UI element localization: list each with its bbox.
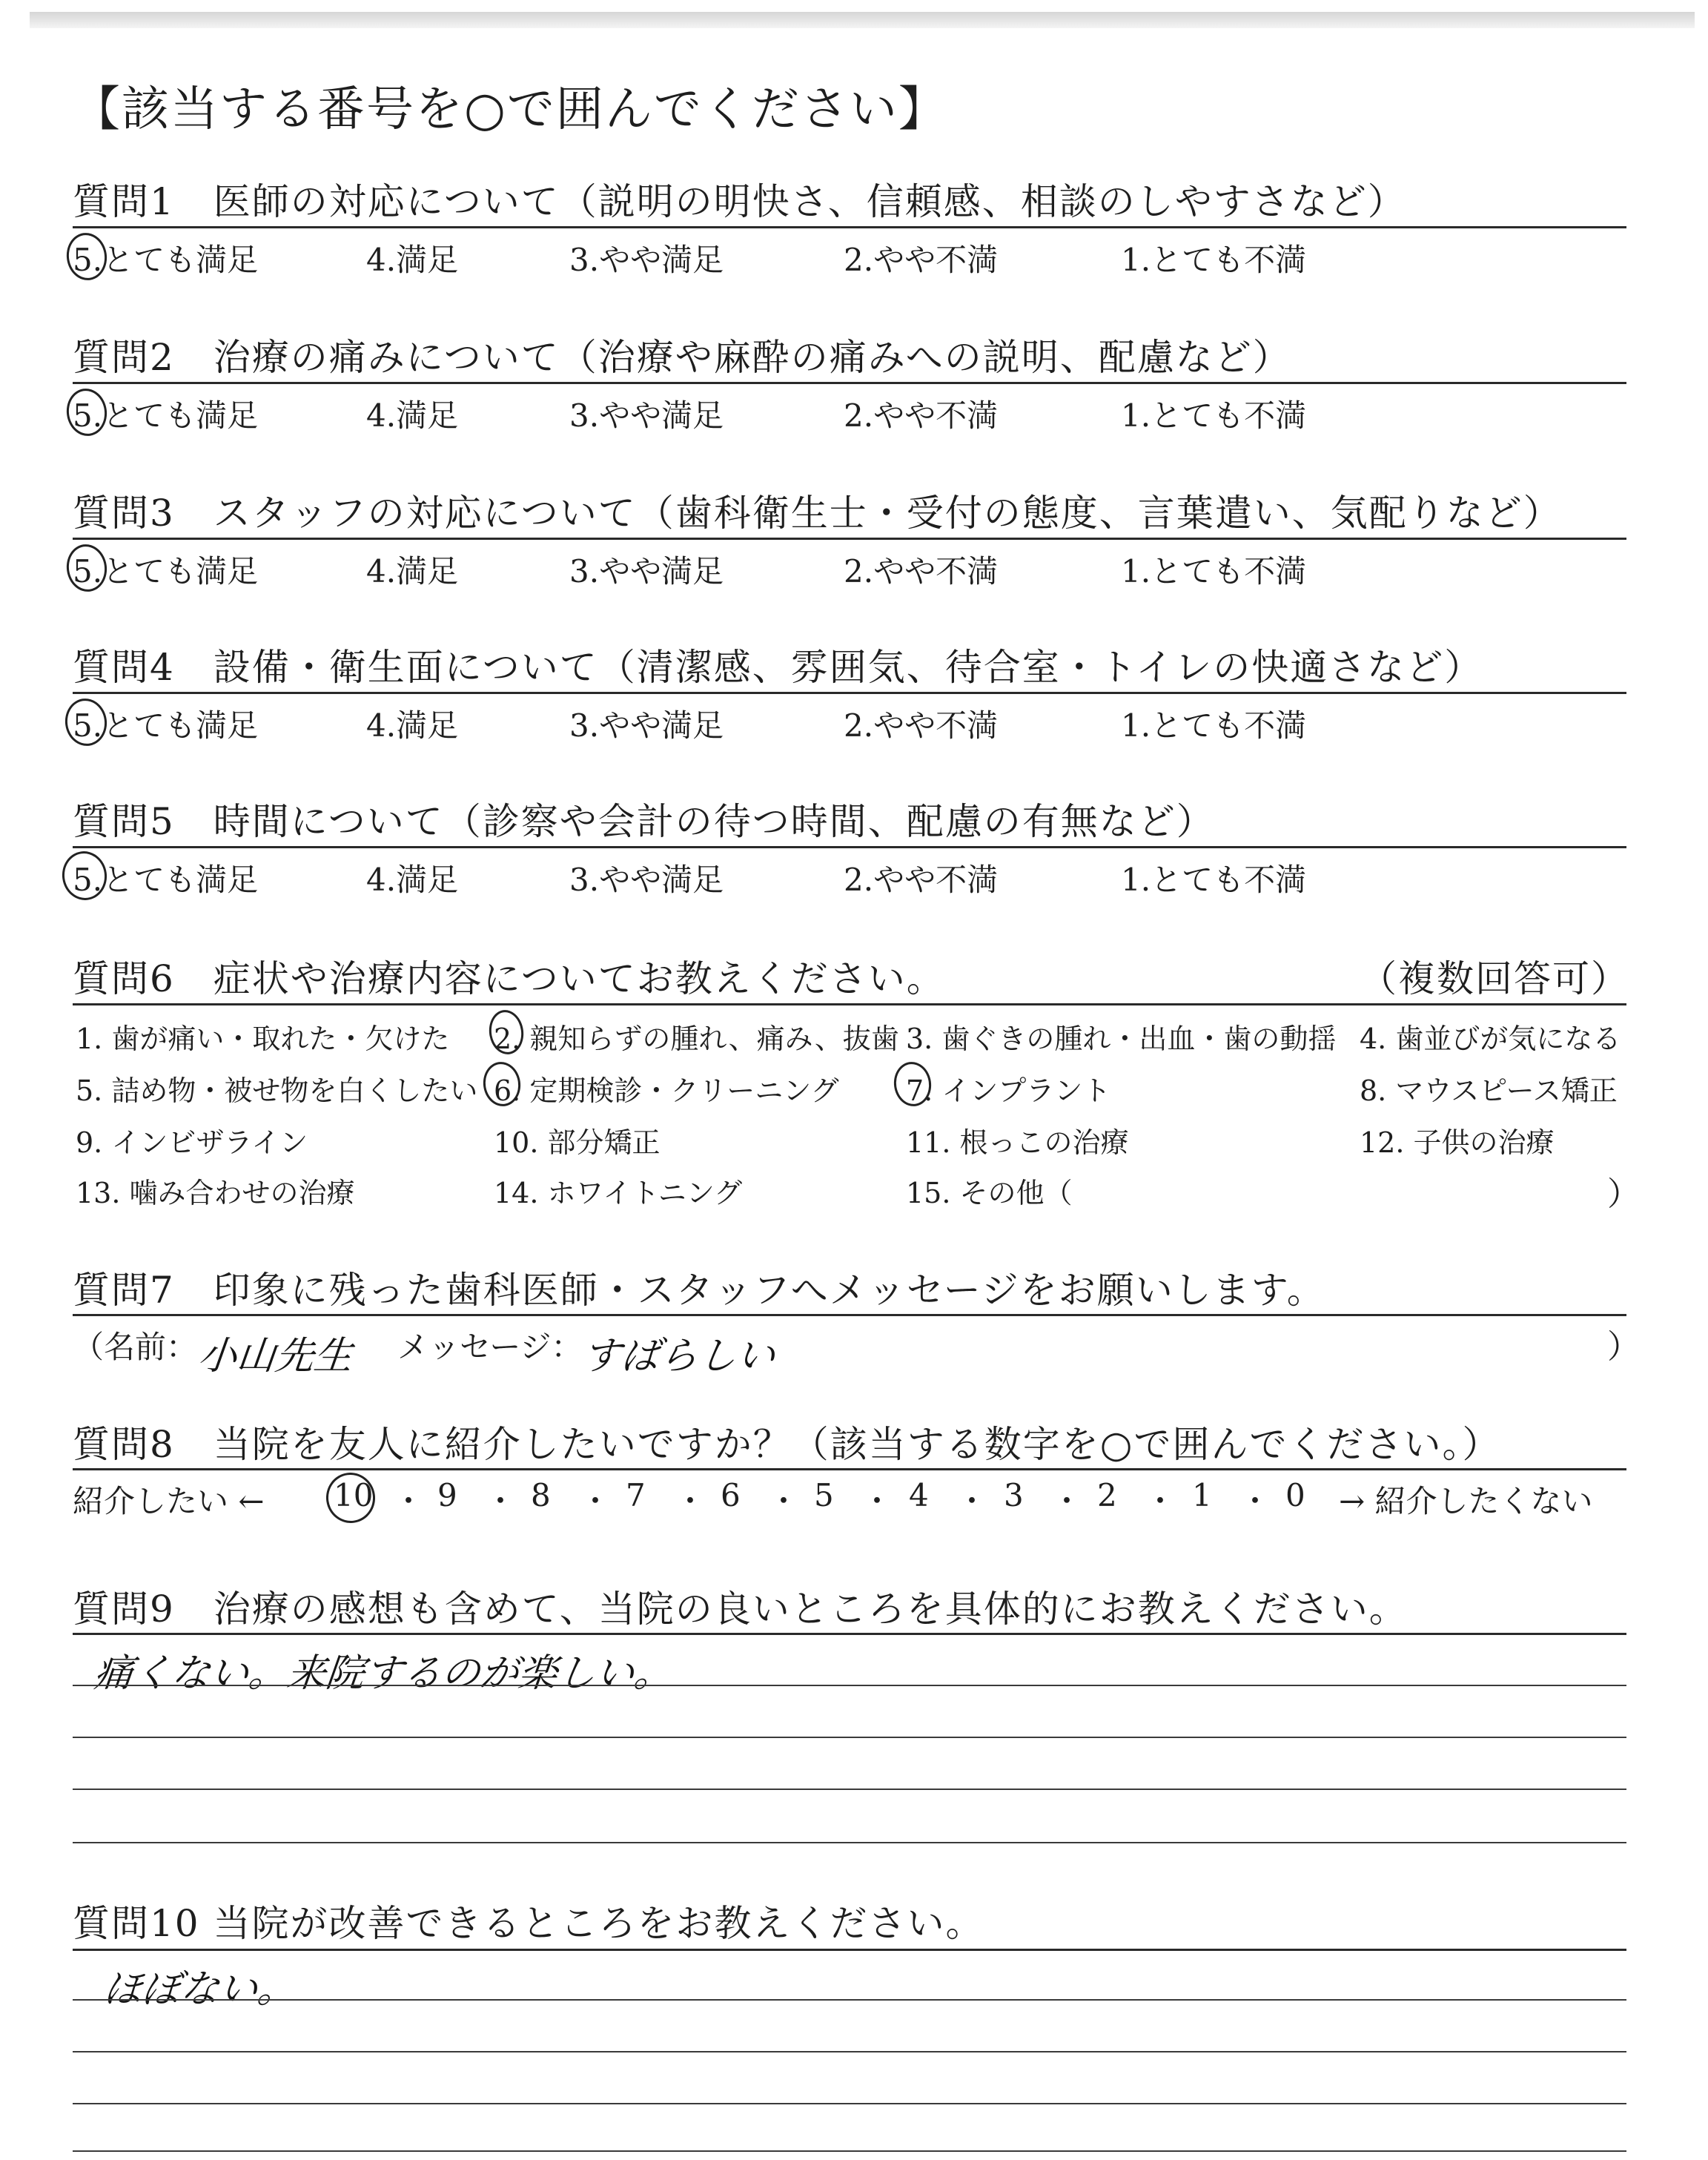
q8-scale-dot: ・ bbox=[1239, 1483, 1271, 1519]
q6-option-4[interactable]: 4. 歯並びが気になる bbox=[1360, 1023, 1621, 1055]
q8-title: 質問8 当院を友人に紹介したいですか？（該当する数字を○で囲んでください。） bbox=[73, 1423, 1501, 1466]
q2-option-1[interactable]: 1.とても不満 bbox=[1121, 397, 1307, 434]
q8-scale-4[interactable]: 4 bbox=[909, 1477, 929, 1513]
q8-scale-8[interactable]: 8 bbox=[531, 1477, 551, 1513]
q8-left-label: 紹介したい ← bbox=[73, 1483, 265, 1519]
q6-option-5[interactable]: 5. 詰め物・被せ物を白くしたい bbox=[76, 1074, 478, 1107]
q8-scale-5[interactable]: 5 bbox=[814, 1477, 834, 1513]
q9-title: 質問9 治療の感想も含めて、当院の良いところを具体的にお教えください。 bbox=[73, 1588, 1408, 1631]
q3-option-2[interactable]: 2.やや不満 bbox=[844, 553, 999, 589]
q4-option-5[interactable]: 5.とても満足 bbox=[73, 707, 259, 744]
q8-scale-dot: ・ bbox=[675, 1483, 706, 1519]
q8-scale-dot: ・ bbox=[1145, 1483, 1176, 1519]
q8-scale-1[interactable]: 1 bbox=[1192, 1477, 1212, 1513]
q8-scale-dot: ・ bbox=[768, 1483, 800, 1519]
q8-scale-3[interactable]: 3 bbox=[1004, 1477, 1024, 1513]
q7-title: 質問7 印象に残った歯科医師・スタッフへメッセージをお願いします。 bbox=[73, 1269, 1325, 1312]
q1-option-2[interactable]: 2.やや不満 bbox=[844, 242, 999, 278]
q7-name-value[interactable]: 小山先生 bbox=[196, 1334, 355, 1378]
q6-option-1[interactable]: 1. 歯が痛い・取れた・欠けた bbox=[76, 1023, 450, 1055]
form-title: 【該当する番号を○で囲んでください】 bbox=[73, 82, 947, 137]
q5-option-5[interactable]: 5.とても満足 bbox=[73, 862, 259, 898]
q8-scale-9[interactable]: 9 bbox=[437, 1477, 457, 1513]
q6-option-9[interactable]: 9. インビザライン bbox=[76, 1126, 308, 1159]
q4-option-2[interactable]: 2.やや不満 bbox=[844, 707, 999, 744]
q8-scale-dot: ・ bbox=[485, 1483, 517, 1519]
q6-option-10[interactable]: 10. 部分矯正 bbox=[494, 1126, 661, 1159]
q6-rule bbox=[73, 1003, 1626, 1005]
q8-scale-dot: ・ bbox=[580, 1483, 612, 1519]
q6-option-8[interactable]: 8. マウスピース矯正 bbox=[1360, 1074, 1618, 1107]
q7-message-value[interactable]: すばらしい bbox=[580, 1334, 778, 1378]
q8-rule bbox=[73, 1468, 1626, 1470]
q2-option-2[interactable]: 2.やや不満 bbox=[844, 397, 999, 434]
q10-writing-line bbox=[73, 2103, 1626, 2104]
q6-option-2[interactable]: 2. 親知らずの腫れ、痛み、抜歯 bbox=[494, 1023, 899, 1055]
q1-option-4[interactable]: 4.満足 bbox=[366, 242, 459, 278]
q1-option-5[interactable]: 5.とても満足 bbox=[73, 242, 259, 278]
q6-option-7[interactable]: 7. インプラント bbox=[906, 1074, 1111, 1107]
q1-title: 質問1 医師の対応について（説明の明快さ、信頼感、相談のしやすさなど） bbox=[73, 180, 1406, 223]
q9-rule bbox=[73, 1633, 1626, 1635]
q9-writing-line bbox=[73, 1685, 1626, 1686]
q5-option-3[interactable]: 3.やや満足 bbox=[569, 862, 724, 898]
q3-title: 質問3 スタッフの対応について（歯科衛生士・受付の態度、言葉遣い、気配りなど） bbox=[73, 492, 1562, 535]
q10-rule bbox=[73, 1949, 1626, 1951]
q8-scale-dot: ・ bbox=[1051, 1483, 1083, 1519]
scan-top-edge bbox=[30, 12, 1695, 28]
q4-option-1[interactable]: 1.とても不満 bbox=[1121, 707, 1307, 744]
q3-option-3[interactable]: 3.やや満足 bbox=[569, 553, 724, 589]
q6-option-12[interactable]: 12. 子供の治療 bbox=[1360, 1126, 1555, 1159]
q10-answer[interactable]: ほぼない。 bbox=[101, 1967, 299, 2012]
q8-scale-dot: ・ bbox=[956, 1483, 988, 1519]
q1-option-1[interactable]: 1.とても不満 bbox=[1121, 242, 1307, 278]
q6-option-14[interactable]: 14. ホワイトニング bbox=[494, 1177, 743, 1209]
q9-writing-line bbox=[73, 1737, 1626, 1738]
q4-rule bbox=[73, 692, 1626, 694]
q8-scale-10[interactable]: 10 bbox=[334, 1477, 374, 1513]
q3-option-4[interactable]: 4.満足 bbox=[366, 553, 459, 589]
q1-rule bbox=[73, 226, 1626, 228]
q8-scale-0[interactable]: 0 bbox=[1285, 1477, 1305, 1513]
q1-option-3[interactable]: 3.やや満足 bbox=[569, 242, 724, 278]
q10-writing-line bbox=[73, 1999, 1626, 2001]
q4-option-3[interactable]: 3.やや満足 bbox=[569, 707, 724, 744]
q6-option-3[interactable]: 3. 歯ぐきの腫れ・出血・歯の動揺 bbox=[906, 1023, 1337, 1055]
q4-option-4[interactable]: 4.満足 bbox=[366, 707, 459, 744]
q2-rule bbox=[73, 382, 1626, 384]
q7-message-label: メッセージ： bbox=[397, 1329, 583, 1365]
q10-title: 質問10 当院が改善できるところをお教えください。 bbox=[73, 1902, 984, 1945]
q8-scale-2[interactable]: 2 bbox=[1097, 1477, 1117, 1513]
q3-rule bbox=[73, 538, 1626, 540]
q8-scale-dot: ・ bbox=[861, 1483, 893, 1519]
q5-option-2[interactable]: 2.やや不満 bbox=[844, 862, 999, 898]
q7-rule bbox=[73, 1314, 1626, 1316]
q6-title: 質問6 症状や治療内容についてお教えください。 bbox=[73, 957, 945, 1000]
q2-option-3[interactable]: 3.やや満足 bbox=[569, 397, 724, 434]
q6-option-15-close: ） bbox=[1607, 1175, 1640, 1213]
q5-option-1[interactable]: 1.とても不満 bbox=[1121, 862, 1307, 898]
q7-name-label: （名前： bbox=[73, 1329, 198, 1365]
q2-option-5[interactable]: 5.とても満足 bbox=[73, 397, 259, 434]
q7-close-paren: ） bbox=[1607, 1328, 1640, 1366]
q9-writing-line bbox=[73, 1789, 1626, 1790]
q3-option-1[interactable]: 1.とても不満 bbox=[1121, 553, 1307, 589]
q5-rule bbox=[73, 846, 1626, 848]
q6-option-11[interactable]: 11. 根っこの治療 bbox=[906, 1126, 1129, 1159]
q9-answer[interactable]: 痛くない。来院するのが楽しい。 bbox=[92, 1651, 675, 1696]
q8-scale-6[interactable]: 6 bbox=[721, 1477, 741, 1513]
q5-title: 質問5 時間について（診察や会計の待つ時間、配慮の有無など） bbox=[73, 800, 1215, 843]
q8-scale-dot: ・ bbox=[393, 1483, 425, 1519]
q4-title: 質問4 設備・衛生面について（清潔感、雰囲気、待合室・トイレの快適さなど） bbox=[73, 646, 1483, 689]
q10-writing-line bbox=[73, 2150, 1626, 2152]
q5-option-4[interactable]: 4.満足 bbox=[366, 862, 459, 898]
q6-multiple-note: （複数回答可） bbox=[1360, 957, 1629, 1000]
q2-title: 質問2 治療の痛みについて（治療や麻酔の痛みへの説明、配慮など） bbox=[73, 336, 1291, 379]
q10-writing-line bbox=[73, 2051, 1626, 2052]
q6-option-15[interactable]: 15. その他（ bbox=[906, 1177, 1073, 1209]
q8-right-label: → 紹介したくない bbox=[1339, 1483, 1593, 1519]
q3-option-5[interactable]: 5.とても満足 bbox=[73, 553, 259, 589]
q8-scale-7[interactable]: 7 bbox=[626, 1477, 646, 1513]
q2-option-4[interactable]: 4.満足 bbox=[366, 397, 459, 434]
q6-option-6[interactable]: 6. 定期検診・クリーニング bbox=[494, 1074, 839, 1107]
q9-writing-line bbox=[73, 1842, 1626, 1843]
q6-option-13[interactable]: 13. 噛み合わせの治療 bbox=[76, 1177, 355, 1209]
